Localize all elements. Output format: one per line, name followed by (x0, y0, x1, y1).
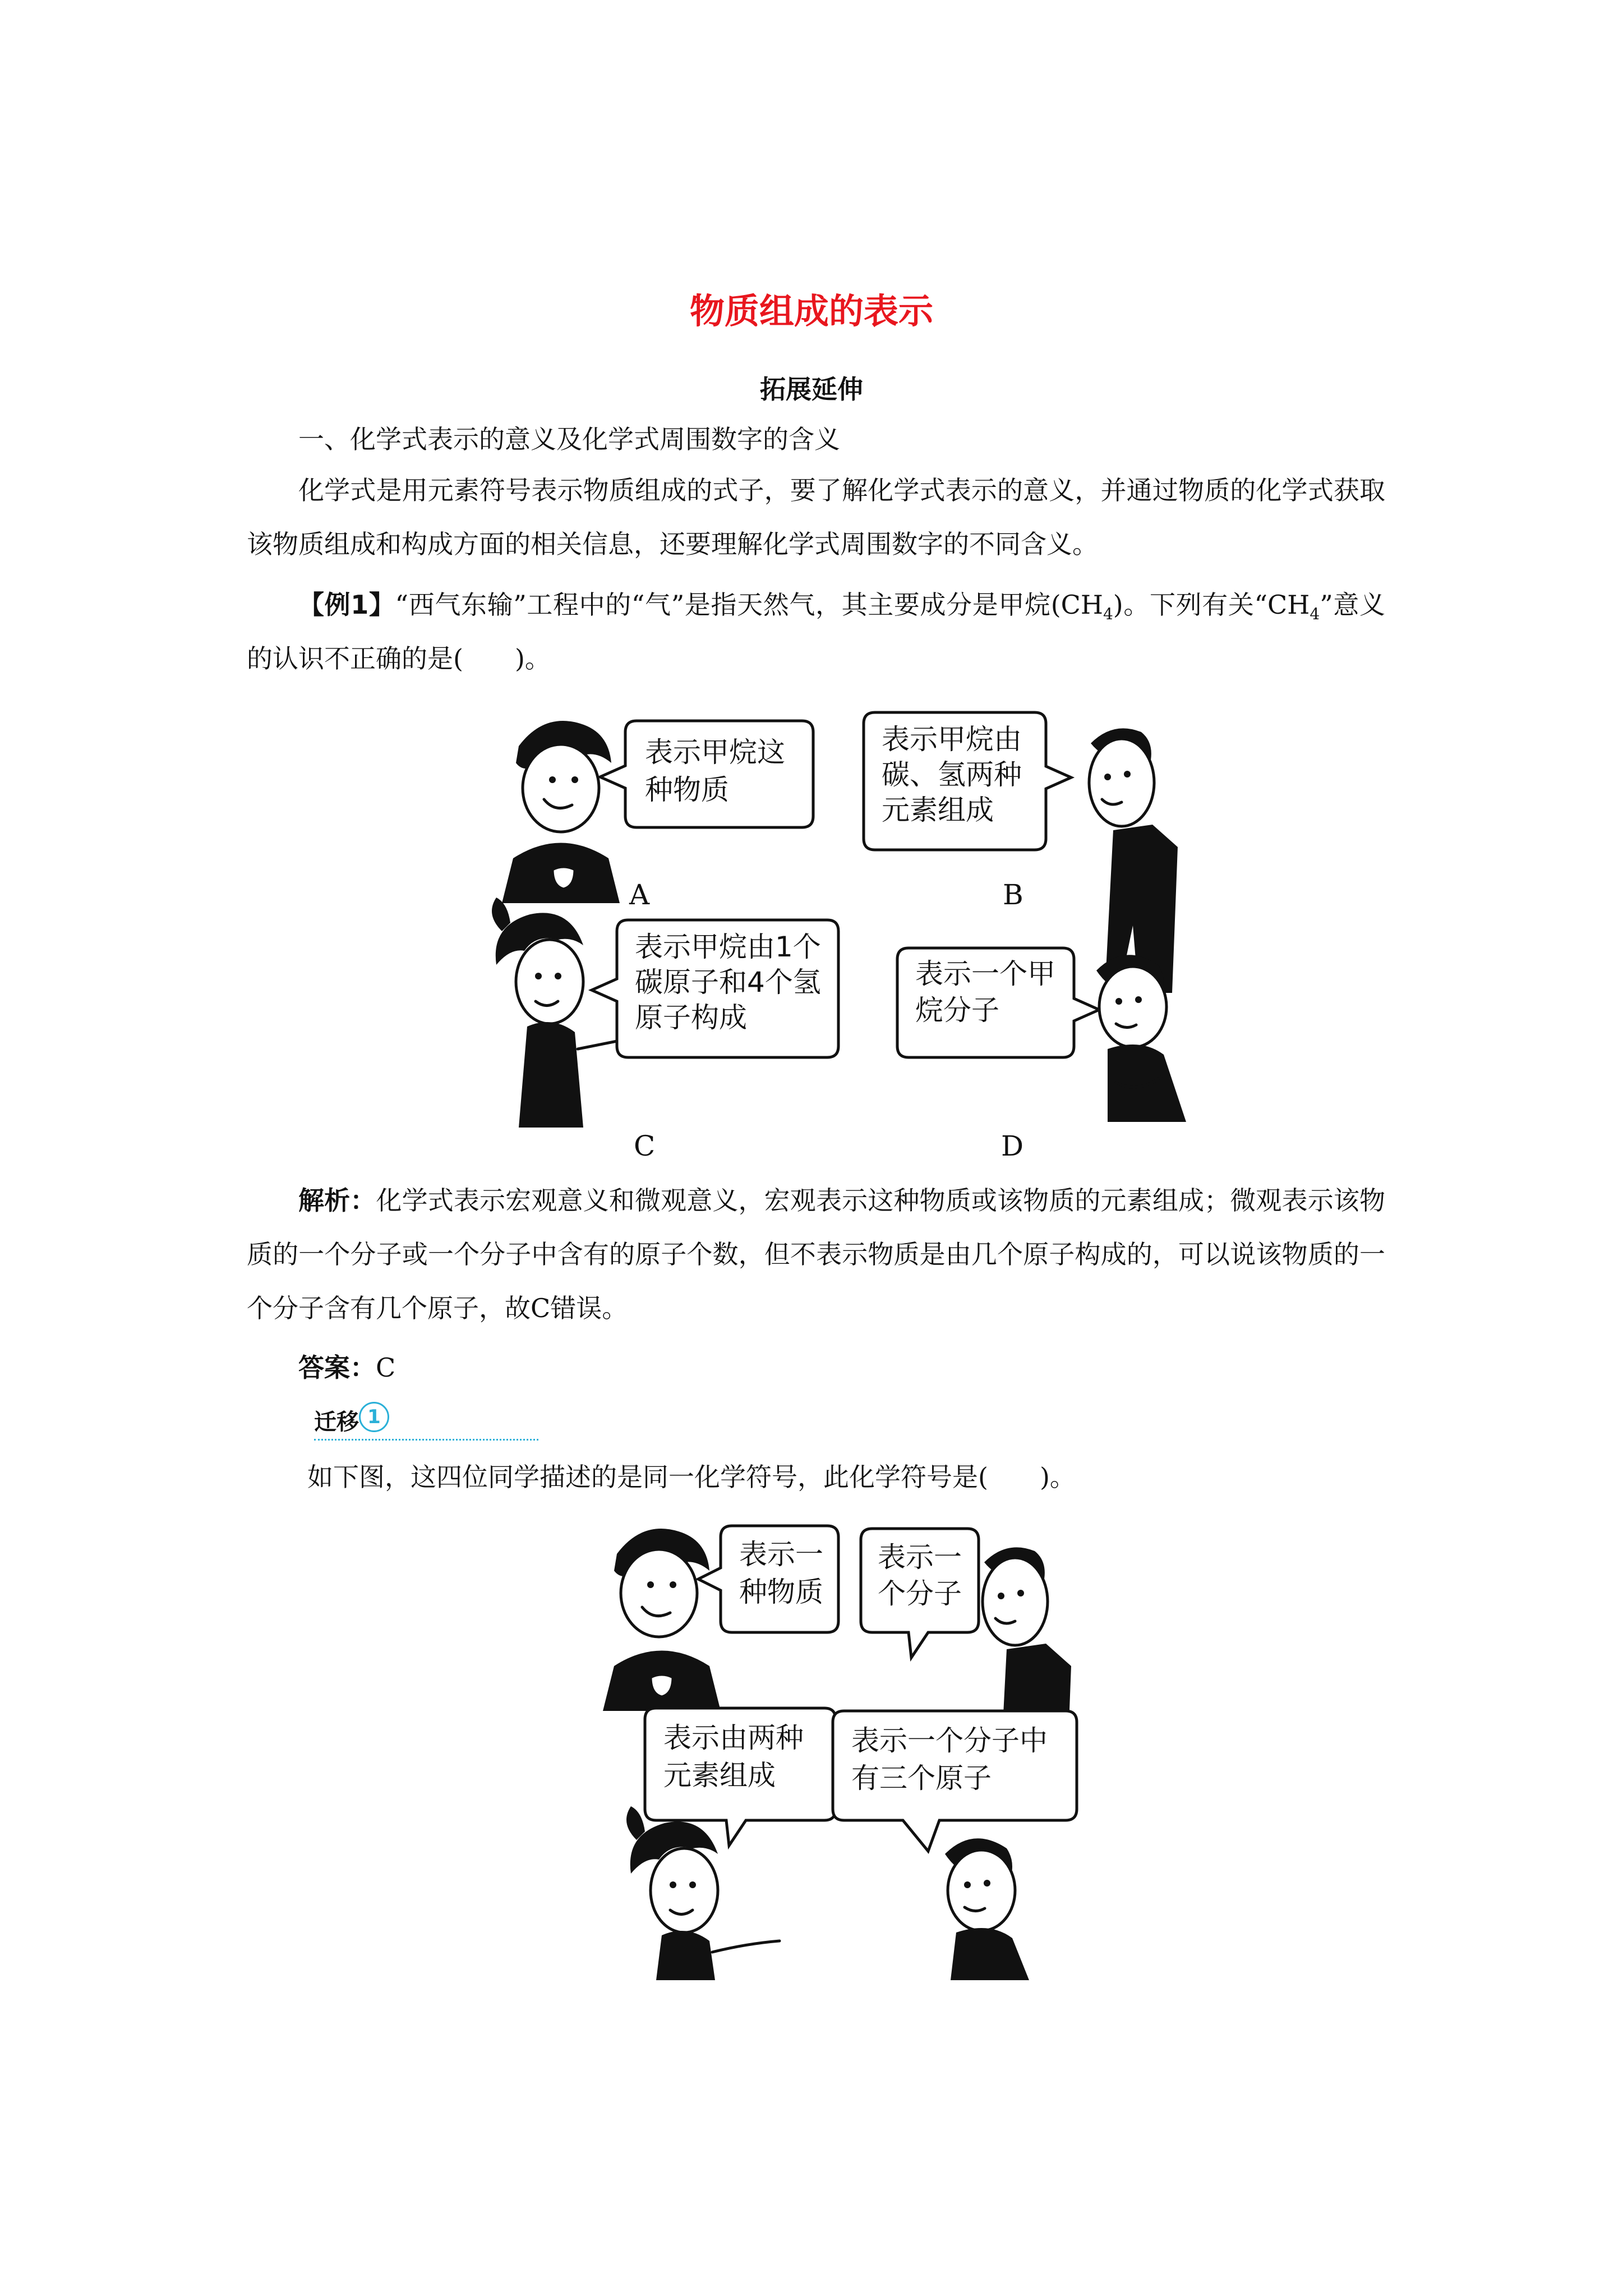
bubble-b (864, 712, 1071, 850)
student-d-illustration (1096, 955, 1186, 1122)
transfer-question: 如下图，这四位同学描述的是同一化学符号，此化学符号是( )。 (307, 1462, 1076, 1492)
option-a-letter: A (629, 878, 650, 911)
transfer-label: 迁移 (314, 1409, 359, 1435)
bubble-a-line2: 种物质 (645, 774, 729, 806)
transfer-bubble-1 (698, 1526, 838, 1632)
page-title: 物质组成的表示 (689, 291, 933, 332)
student-c-illustration (492, 898, 634, 1128)
transfer-student-3-illustration (626, 1806, 780, 1980)
bubble-a-line1: 表示甲烷这 (645, 736, 785, 769)
bubble-c-line1: 表示甲烷由1个 (635, 931, 821, 963)
transfer-bubble-4-line2: 有三个原子 (851, 1762, 992, 1795)
student-b-illustration (1089, 728, 1178, 993)
bubble-c-line3: 原子构成 (635, 1001, 747, 1034)
intro-paragraph: 化学式是用元素符号表示物质组成的式子，要了解化学式表示的意义，并通过物质的化学式获取该物质组成和构成方面的相关信息，还要理解化学式周围数字的不同含义。 (247, 475, 1385, 559)
transfer-number-badge: 1 (359, 1402, 389, 1432)
transfer-bubble-2-line1: 表示一 (878, 1541, 962, 1573)
bubble-b-line1: 表示甲烷由 (882, 723, 1022, 756)
bubble-d-line2: 烷分子 (915, 994, 999, 1027)
transfer-bubble-4-line1: 表示一个分子中 (851, 1724, 1048, 1757)
analysis-paragraph (247, 1174, 1385, 1335)
option-c-letter: C (634, 1130, 656, 1162)
transfer-student-4-illustration (945, 1838, 1029, 1980)
transfer-heading (314, 1400, 538, 1441)
transfer-bubble-1-line1: 表示一 (739, 1538, 823, 1571)
transfer-bubble-3-line1: 表示由两种 (663, 1722, 804, 1754)
answer-label: 答案： (298, 1352, 376, 1383)
student-a-illustration (502, 721, 620, 903)
bubble-a (600, 721, 813, 827)
transfer-bubble-4 (833, 1711, 1077, 1851)
transfer-bubble-1-line2: 种物质 (739, 1576, 823, 1608)
section-heading: 一、化学式表示的意义及化学式周围数字的含义 (298, 424, 840, 454)
bubble-d (897, 948, 1099, 1057)
bubble-c-line2: 碳原子和4个氢 (635, 966, 821, 999)
example1-question: 【例1】“西气东输”工程中的“气”是指天然气，其主要成分是甲烷$(CH_4)$。下列有关“$CH_4$”意义的认识不正确的是( )。 (247, 590, 1385, 674)
bubble-c (592, 920, 838, 1057)
bubble-b-line3: 元素组成 (882, 794, 994, 826)
transfer-bubble-2 (861, 1529, 979, 1658)
option-d-letter: D (1001, 1130, 1024, 1162)
bubble-d-line1: 表示一个甲 (915, 958, 1055, 990)
answer-value: C (376, 1352, 396, 1383)
analysis-text: 化学式表示宏观意义和微观意义，宏观表示这种物质或该物质的元素组成；微观表示该物质的一个分子或一个分子中含有的原子个数，但不表示物质是由几个原子构成的，可以说该物质的一个分子含有几个原子，故C错误。 (247, 1185, 1386, 1323)
answer-line (298, 1341, 395, 1395)
transfer-bubble-3-line2: 元素组成 (663, 1759, 776, 1792)
bubble-b-line2: 碳、氢两种 (882, 758, 1022, 791)
option-b-letter: B (1003, 878, 1023, 911)
example1-figure (0, 690, 1623, 1184)
page-subtitle: 拓展延伸 (760, 374, 863, 404)
transfer-bubble-2-line2: 个分子 (878, 1577, 962, 1610)
example1-label: 【例1】 (298, 590, 395, 620)
analysis-label: 解析： (298, 1185, 376, 1216)
transfer-student-1-illustration (603, 1529, 721, 1711)
transfer1-figure (0, 1509, 1623, 1991)
